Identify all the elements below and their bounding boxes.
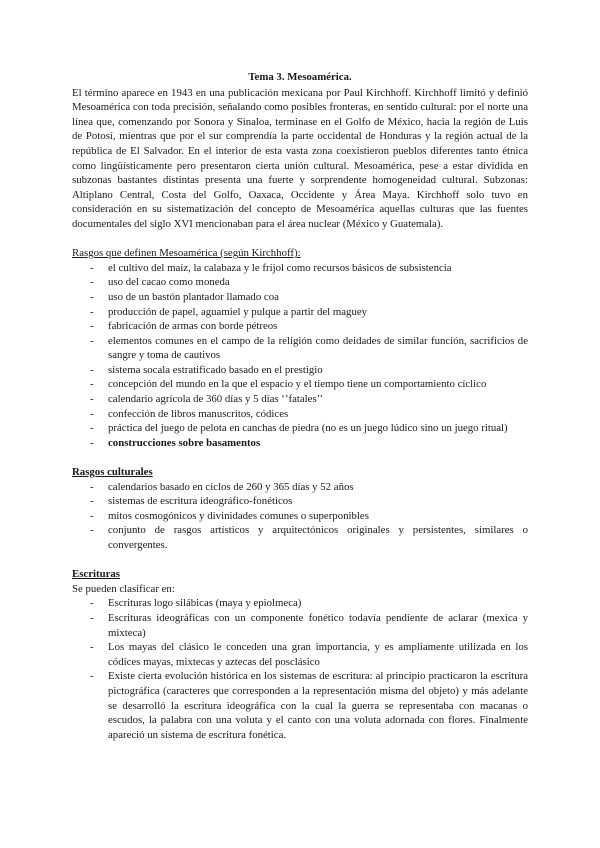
- list-item: - mitos cosmogónicos y divinidades comunes o superponibles: [72, 509, 528, 524]
- list-item: - sistemas de escritura ideográfico-fonéticos: [72, 494, 528, 509]
- list-item: - construcciones sobre basamentos: [72, 436, 528, 451]
- escrituras-intro: Se pueden clasificar en:: [72, 582, 175, 595]
- list-item: - elementos comunes en el campo de la religión como deidades de similar función, sacrificios de sangre y toma de cautivos: [72, 334, 528, 363]
- list-item: - conjunto de rasgos artísticos y arquitectónicos originales y persistentes, similares o convergentes.: [72, 523, 528, 552]
- list-item: - el cultivo del maíz, la calabaza y le frijol como recursos básicos de subsistencia: [72, 261, 528, 276]
- document-page: [72, 70, 528, 742]
- document-title: Tema 3. Mesoamérica.: [248, 71, 352, 83]
- spacer: [72, 232, 528, 247]
- section-heading-escrituras: Escrituras: [72, 568, 120, 581]
- list-item: - Los mayas del clásico le conceden una gran importancia, y es ampliamente utilizada en los códices mayas, mixtecas y aztecas del posclásico: [72, 640, 528, 669]
- list-item: - calendario agrícola de 360 días y 5 días ‘’fatales’’: [72, 392, 528, 407]
- rasgos-definen-list: [72, 261, 528, 451]
- spacer: [72, 450, 528, 465]
- list-item: - uso de un bastón plantador llamado coa: [72, 290, 528, 305]
- list-item: - calendarios basado en ciclos de 260 y 365 días y 52 años: [72, 480, 528, 495]
- list-item: - Escrituras logo silábicas (maya y epiolmeca): [72, 596, 528, 611]
- escrituras-list: [72, 596, 528, 742]
- section-heading-rasgos-definen: Rasgos que definen Mesoamérica (según Kirchhoff):: [72, 247, 301, 260]
- list-item: - práctica del juego de pelota en canchas de piedra (no es un juego lúdico sino un juego ritual): [72, 421, 528, 436]
- intro-paragraph: El término aparece en 1943 en una publicación mexicana por Paul Kirchhoff. Kirchhoff limitó y definió Mesoamérica con toda precisión, señalando como posibles fronteras, en sentido cultural: por el norte una línea que, comenzando por Sonora y Sinaloa, terminase en el Golfo de México, hacia la región de Luis de Potosí, mientras que por el sur comprendía la parte occidental de Honduras y la región actual de la república de El Salvador. En el interior de esta vasta zona coexistieron pueblos diferentes tanto étnica como lingüísticamente pero presentaron cierta unión cultural. Mesoamérica, pese a estar dividida en subzonas bastantes distintas presenta una fuerte y sorprendente homogeneidad cultural. Subzonas: Altiplano Central, Costa del Golfo, Oaxaca, Occidente y Área Maya. Kirchhoff solo tuvo en consideración en su sistematización del concepto de Mesoamérica aquellas culturas que las fuentes documentales del siglo XVI mencionaban para el área nuclear (México y Guatemala).: [72, 86, 528, 230]
- list-item: - sistema socala estratificado basado en el prestigio: [72, 363, 528, 378]
- list-item: - producción de papel, aguamiel y pulque a partir del maguey: [72, 305, 528, 320]
- list-item: - Escrituras ideográficas con un componente fonético todavía pendiente de aclarar (mexica y mixteca): [72, 611, 528, 640]
- list-item: - uso del cacao como moneda: [72, 275, 528, 290]
- list-item: - concepción del mundo en la que el espacio y el tiempo tiene un comportamiento cíclico: [72, 377, 528, 392]
- list-item: - Existe cierta evolución histórica en los sistemas de escritura: al principio practicaron la escritura pictográfica (caracteres que corresponden a la representación misma del objeto) y más adelante se desarrolló la escritura ideográfica con la cual la guerra se representaba con macanas o escudos, la palabra con una voluta y el canto con una voluta adornada con flores. Finalmente apareció un sistema de escritura fonética.: [72, 669, 528, 742]
- section-heading-rasgos-culturales: Rasgos culturales: [72, 466, 153, 479]
- list-item: - fabricación de armas con borde pétreos: [72, 319, 528, 334]
- spacer: [72, 553, 528, 568]
- rasgos-culturales-list: [72, 480, 528, 553]
- list-item: - confección de libros manuscritos, códices: [72, 407, 528, 422]
